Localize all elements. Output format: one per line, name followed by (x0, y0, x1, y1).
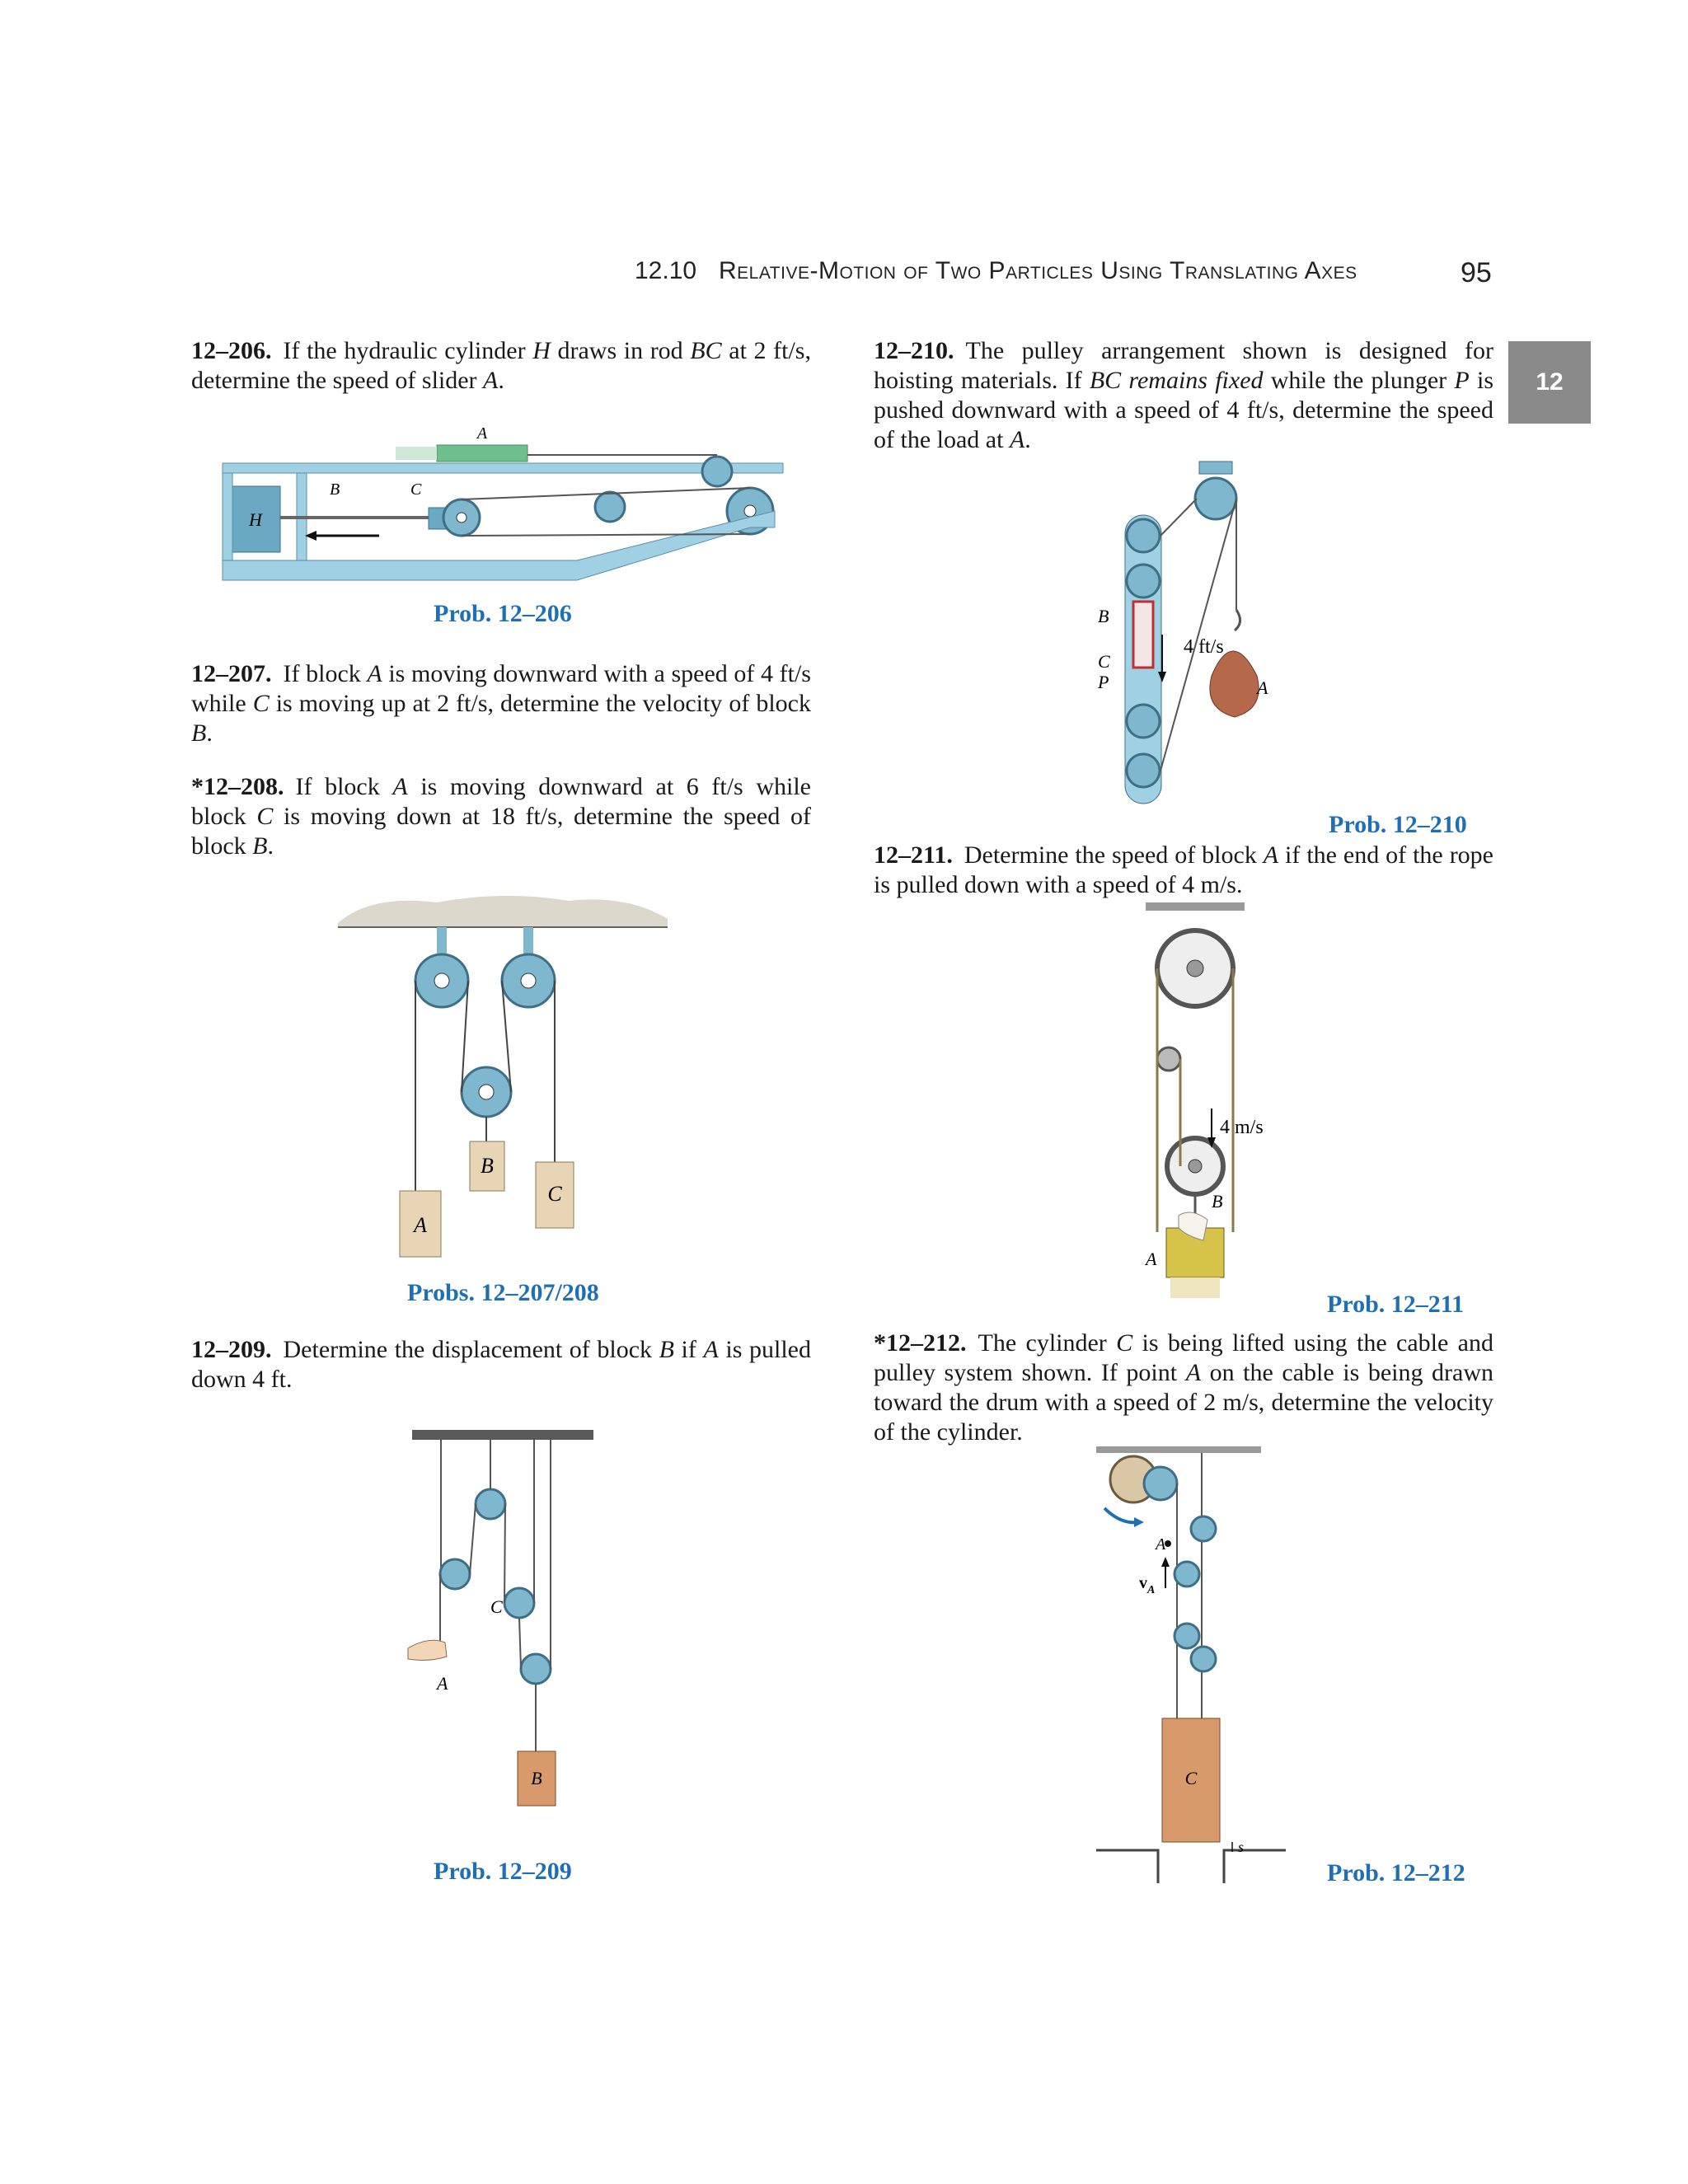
problem-text: is pushed downward with a speed of 4 ft/s, determine the speed of the load at (874, 367, 1493, 453)
page-number: 95 (1461, 257, 1492, 288)
problem-variable: A (1009, 426, 1025, 453)
problem-number: 12–210. (874, 337, 954, 364)
label-c: C (547, 1182, 562, 1206)
top-rail (223, 463, 783, 473)
problem-number: *12–212. (874, 1329, 967, 1357)
pulley-hub (1189, 1160, 1202, 1173)
pulley (1191, 1647, 1216, 1671)
label-b: B (1212, 1191, 1223, 1212)
figure-12-206 (214, 420, 791, 585)
figure-12-212 (1088, 1446, 1294, 1887)
pulley (521, 1654, 551, 1684)
pulley-hub (521, 973, 536, 988)
arrow-head (1134, 1517, 1144, 1527)
problem-variable: B (191, 719, 207, 747)
problem-variable: A (367, 660, 382, 687)
problem-text: Determine the displacement of block (283, 1336, 659, 1363)
pulley-hub (434, 973, 449, 988)
caption-12-207-208: Probs. 12–207/208 (407, 1279, 599, 1306)
problem-text: If block (295, 773, 393, 800)
section-number: 12.10 (635, 257, 697, 284)
problem-text: is moving downward with a speed of 4 ft/s while (191, 660, 811, 717)
cable (1160, 499, 1197, 536)
problem-12-209 (191, 1335, 811, 1394)
plunger-housing (1133, 602, 1153, 668)
problem-text: Determine the speed of block (964, 841, 1264, 869)
problem-variable: B (252, 832, 268, 860)
problem-text: . (498, 367, 504, 394)
label-b: B (481, 1154, 494, 1178)
figure-12-210 (1088, 462, 1335, 808)
pulley (1191, 1516, 1216, 1541)
cable (1160, 499, 1236, 771)
label-a: A (1257, 677, 1268, 698)
problem-text: on the cable is being drawn toward the drum with a speed of 2 m/s, determine the velocity of the cylinder. (874, 1359, 1494, 1446)
pulley (1127, 754, 1160, 787)
label-s: s (1238, 1839, 1245, 1855)
problem-12-212 (874, 1329, 1493, 1447)
ceiling (338, 896, 668, 927)
problem-variable: A (1185, 1359, 1202, 1386)
pulley (1127, 705, 1160, 738)
problem-12-208 (191, 772, 811, 861)
cable (504, 1504, 505, 1603)
pulley (1175, 1562, 1199, 1586)
problem-12-211 (874, 841, 1493, 900)
chapter-tab: 12 (1508, 341, 1591, 424)
floor-left (1096, 1850, 1158, 1883)
label-a: A (1146, 1249, 1157, 1269)
problem-text: is being lifted using the cable and pulley system shown. If point (874, 1329, 1493, 1386)
problem-variable: P (1454, 367, 1470, 394)
problem-text: The cylinder (978, 1329, 1117, 1357)
problem-12-207 (191, 659, 811, 748)
pulley (440, 1559, 470, 1589)
block-shadow (1170, 1277, 1220, 1298)
problem-number: 12–206. (191, 337, 272, 364)
label-a: A (414, 1213, 427, 1237)
pulley (595, 492, 625, 522)
problem-variable: A (703, 1336, 719, 1363)
speed-label: 4 m/s (1220, 1117, 1264, 1138)
pulley-hub (744, 505, 756, 517)
cable (519, 1618, 521, 1669)
label-a: A (476, 424, 488, 443)
problem-text: The pulley arrangement shown is designed for hoisting materials. If (874, 337, 1493, 394)
problem-variable: C (252, 690, 270, 717)
figure-12-209 (404, 1430, 602, 1817)
pulley (504, 1588, 534, 1618)
ceiling-mount (1199, 462, 1232, 474)
problem-variable: A (1263, 841, 1279, 869)
slider-shadow (396, 447, 437, 460)
pulley (1144, 1467, 1177, 1500)
pulley-hub (1187, 960, 1203, 977)
problem-variable: BC remains fixed (1089, 367, 1264, 394)
problem-text: is pulled down 4 ft. (191, 1336, 811, 1393)
label-c: C (1098, 651, 1110, 672)
label-a: A (1156, 1535, 1166, 1554)
slider-a (437, 445, 528, 462)
problem-variable: BC (690, 337, 722, 364)
label-h: H (249, 509, 262, 530)
label-b: B (1098, 606, 1109, 626)
problem-text: . (206, 719, 213, 747)
problem-number: *12–208. (191, 773, 284, 800)
problem-text: . (267, 832, 274, 860)
label-b: B (531, 1768, 542, 1788)
arrow-head (1161, 1557, 1170, 1567)
caption-12-209: Prob. 12–209 (434, 1858, 572, 1885)
hook (1235, 610, 1240, 630)
cable (470, 1504, 476, 1574)
pulley (1195, 478, 1236, 519)
pulley-hub (457, 513, 467, 523)
caption-12-212: Prob. 12–212 (1327, 1859, 1465, 1886)
ceiling (412, 1430, 593, 1440)
problem-text: . (1025, 426, 1031, 453)
figure-12-211 (1088, 902, 1352, 1298)
pulley (1127, 565, 1160, 598)
va-symbol: v (1139, 1574, 1147, 1592)
problem-number: 12–207. (191, 660, 272, 687)
hand-icon (408, 1640, 447, 1660)
problem-text: If block (283, 660, 368, 687)
rotation-arrow (1104, 1508, 1139, 1522)
problem-text: while the plunger (1263, 367, 1455, 394)
problem-text: if (673, 1336, 704, 1363)
floor-right (1224, 1850, 1286, 1883)
problem-variable: B (659, 1336, 674, 1363)
caption-12-206: Prob. 12–206 (434, 600, 572, 627)
ceiling (1146, 902, 1245, 911)
label-c: C (1184, 1768, 1198, 1788)
label-a: A (437, 1673, 448, 1694)
problem-text: draws in rod (550, 337, 691, 364)
section-title: Relative-Motion of Two Particles Using Translating Axes (719, 257, 1357, 284)
pulley (1127, 519, 1160, 552)
va-subscript: A (1147, 1584, 1156, 1596)
label-b: B (330, 480, 340, 499)
problem-text: at 2 ft/s, determine the speed of slider (191, 337, 811, 394)
label-p: P (1098, 672, 1109, 692)
caption-12-210: Prob. 12–210 (1329, 811, 1467, 838)
pulley (702, 457, 732, 486)
label-va (1139, 1574, 1155, 1596)
problem-12-210 (874, 336, 1493, 455)
pulley-hub (479, 1085, 494, 1099)
load-bag (1210, 651, 1259, 717)
pulley (1175, 1624, 1199, 1648)
ceiling (1096, 1446, 1261, 1453)
speed-label: 4 ft/s (1184, 636, 1224, 658)
figure-12-207-208 (338, 894, 668, 1265)
label-c: C (410, 480, 422, 499)
problem-text: is moving downward at 6 ft/s while block (191, 773, 811, 830)
pulley (1157, 1047, 1180, 1071)
caption-12-211: Prob. 12–211 (1327, 1291, 1465, 1318)
problem-12-206 (191, 336, 811, 396)
problem-text: If the hydraulic cylinder (283, 337, 533, 364)
problem-variable: H (532, 337, 551, 364)
problem-variable: A (483, 367, 499, 394)
problem-variable: A (392, 773, 408, 800)
problem-text: if the end of the rope is pulled down with a speed of 4 m/s. (874, 841, 1493, 898)
pulley (476, 1489, 505, 1519)
problem-text: is moving down at 18 ft/s, determine the speed of block (191, 803, 811, 860)
problem-text: is moving up at 2 ft/s, determine the velocity of block (269, 690, 811, 717)
label-c: C (490, 1596, 503, 1617)
problem-number: 12–209. (191, 1336, 272, 1363)
problem-variable: C (256, 803, 274, 830)
problem-variable: C (1116, 1329, 1133, 1357)
problem-number: 12–211. (874, 841, 953, 869)
